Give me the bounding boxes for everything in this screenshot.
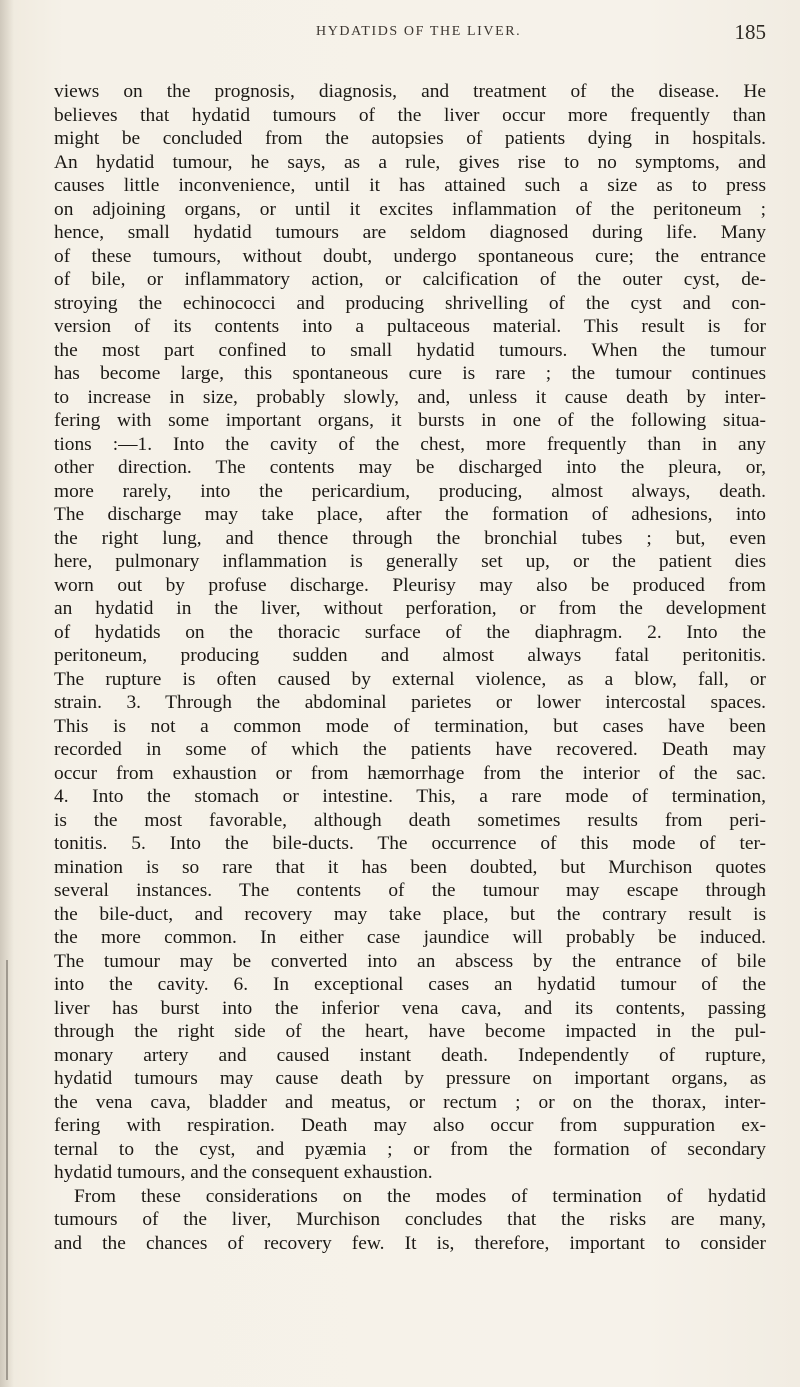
- text-line: version of its contents into a pultaceous material. This result is for: [54, 316, 766, 337]
- page-number: 185: [734, 20, 766, 44]
- text-line: The rupture is often caused by external violence, as a blow, fall, or: [54, 668, 766, 690]
- text-line: From these considerations on the modes of termination of hydatid: [74, 1185, 766, 1207]
- text-line: hydatid tumours, and the consequent exhaustion.: [54, 1162, 433, 1183]
- text-line: tonitis. 5. Into the bile-ducts. The occurrence of this mode of ter-: [54, 833, 766, 854]
- text-line: several instances. The contents of the tumour may escape through: [54, 880, 766, 901]
- text-line: The discharge may take place, after the formation of adhesions, into: [54, 504, 766, 525]
- text-line: the bile-duct, and recovery may take place, but the contrary result is: [54, 903, 766, 925]
- body-text: [54, 80, 766, 1255]
- text-line: other direction. The contents may be discharged into the pleura, or,: [54, 457, 766, 478]
- text-line: to increase in size, probably slowly, and, unless it cause death by inter-: [54, 386, 766, 408]
- text-line: here, pulmonary inflammation is generally set up, or the patient dies: [54, 551, 766, 572]
- text-line: 4. Into the stomach or intestine. This, a rare mode of termination,: [54, 786, 766, 807]
- page-header: [54, 20, 766, 54]
- text-line: monary artery and caused instant death. Independently of rupture,: [54, 1044, 766, 1066]
- text-line: occur from exhaustion or from hæmorrhage from the interior of the sac.: [54, 762, 766, 784]
- text-line: liver has burst into the inferior vena cava, and its contents, passing: [54, 997, 766, 1019]
- text-line: tumours of the liver, Murchison concludes that the risks are many,: [54, 1209, 766, 1230]
- text-line: peritoneum, producing sudden and almost always fatal peritonitis.: [54, 645, 766, 666]
- text-line: the vena cava, bladder and meatus, or rectum ; or on the thorax, inter-: [54, 1091, 766, 1113]
- text-line: hydatid tumours may cause death by pressure on important organs, as: [54, 1068, 766, 1089]
- text-line: fering with respiration. Death may also occur from suppuration ex-: [54, 1115, 766, 1136]
- text-line: the more common. In either case jaundice will probably be induced.: [54, 927, 766, 948]
- text-line: through the right side of the heart, have become impacted in the pul-: [54, 1021, 766, 1042]
- text-line: This is not a common mode of termination, but cases have been: [54, 715, 766, 737]
- text-line: the most part confined to small hydatid tumours. When the tumour: [54, 339, 766, 361]
- text-line: and the chances of recovery few. It is, therefore, important to consider: [54, 1232, 766, 1254]
- text-line: stroying the echinococci and producing shrivelling of the cyst and con-: [54, 292, 766, 314]
- text-line: tions :—1. Into the cavity of the chest, more frequently than in any: [54, 433, 766, 455]
- page-edge-mark: [6, 960, 8, 1380]
- text-line: An hydatid tumour, he says, as a rule, gives rise to no symptoms, and: [54, 151, 766, 173]
- text-line: fering with some important organs, it bursts in one of the following situa-: [54, 410, 766, 431]
- text-line: believes that hydatid tumours of the liver occur more frequently than: [54, 104, 766, 126]
- text-line: The tumour may be converted into an abscess by the entrance of bile: [54, 950, 766, 972]
- text-line: strain. 3. Through the abdominal parietes or lower intercostal spaces.: [54, 692, 766, 713]
- text-line: hence, small hydatid tumours are seldom diagnosed during life. Many: [54, 222, 766, 243]
- text-line: of bile, or inflammatory action, or calcification of the outer cyst, de-: [54, 269, 766, 290]
- text-line: worn out by profuse discharge. Pleurisy may also be produced from: [54, 574, 766, 596]
- text-line: causes little inconvenience, until it has attained such a size as to press: [54, 175, 766, 196]
- text-line: views on the prognosis, diagnosis, and treatment of the disease. He: [54, 81, 766, 102]
- text-line: has become large, this spontaneous cure is rare ; the tumour continues: [54, 363, 766, 384]
- text-line: of hydatids on the thoracic surface of the diaphragm. 2. Into the: [54, 621, 766, 643]
- text-line: might be concluded from the autopsies of patients dying in hospitals.: [54, 128, 766, 149]
- text-line: on adjoining organs, or until it excites inflammation of the peritoneum ;: [54, 198, 766, 220]
- text-line: ternal to the cyst, and pyæmia ; or from the formation of secondary: [54, 1138, 766, 1160]
- text-line: the right lung, and thence through the bronchial tubes ; but, even: [54, 527, 766, 549]
- running-head: HYDATIDS OF THE LIVER.: [316, 24, 522, 39]
- text-line: of these tumours, without doubt, undergo spontaneous cure; the entrance: [54, 245, 766, 267]
- text-line: into the cavity. 6. In exceptional cases an hydatid tumour of the: [54, 974, 766, 995]
- text-line: mination is so rare that it has been doubted, but Murchison quotes: [54, 856, 766, 878]
- text-line: an hydatid in the liver, without perforation, or from the development: [54, 598, 766, 619]
- text-line: more rarely, into the pericardium, producing, almost always, death.: [54, 480, 766, 502]
- text-line: is the most favorable, although death sometimes results from peri-: [54, 809, 766, 831]
- text-line: recorded in some of which the patients have recovered. Death may: [54, 739, 766, 760]
